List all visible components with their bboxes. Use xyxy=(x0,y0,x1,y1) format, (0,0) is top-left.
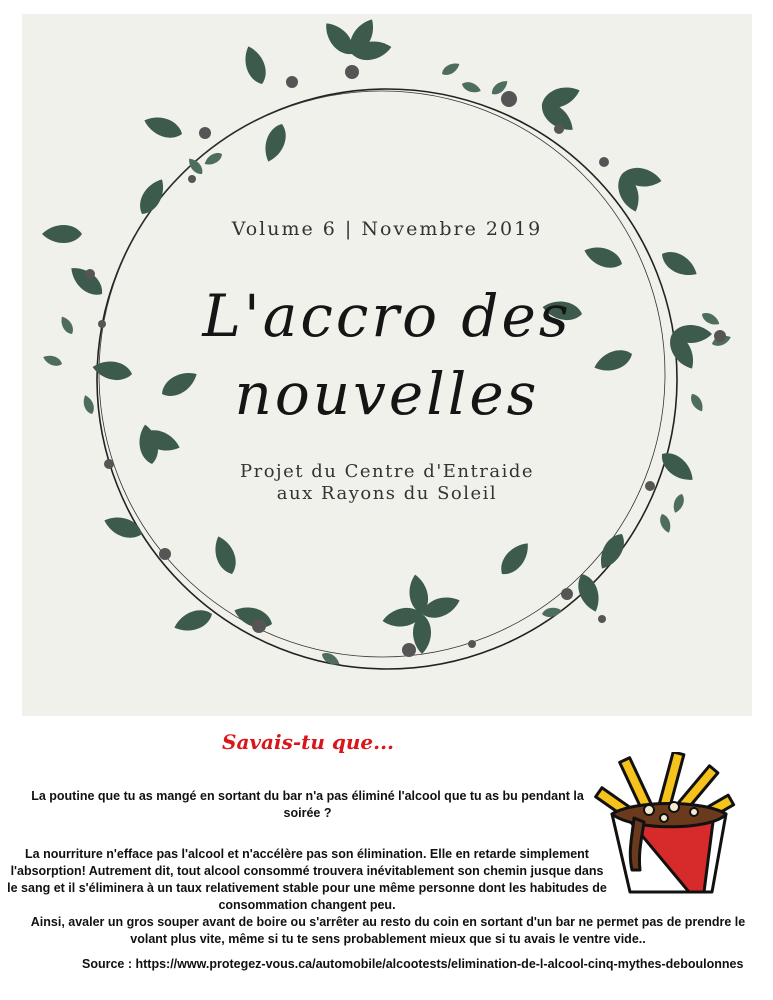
article-question: La poutine que tu as mangé en sortant du bar n'a pas éliminé l'alcool que tu as bu pendant la soirée ? xyxy=(31,789,584,820)
source-citation: Source : https://www.protegez-vous.ca/automobile/alcootests/elimination-de-l-alcool-cinq-mythes-deboulonnes xyxy=(82,957,744,971)
article-body-part2: Ainsi, avaler un gros souper avant de boire ou s'arrêter au resto du coin en sortant d'un bar ne permet pas de prendre le volant plus vite, même si tu te sens probablement mieux que si tu avais le ventre vide.. xyxy=(30,915,746,946)
subtitle-line2: aux Rayons du Soleil xyxy=(276,483,498,504)
cover-panel xyxy=(22,14,752,716)
article-heading: Savais-tu que... xyxy=(222,730,395,754)
newsletter-title-line2: nouvelles xyxy=(234,360,540,428)
volume-issue-label: Volume 6 | Novembre 2019 xyxy=(231,218,543,240)
newsletter-subtitle xyxy=(22,461,752,505)
poutine-illustration xyxy=(594,752,744,900)
article-body-part1: La nourriture n'efface pas l'alcool et n'accélère pas son élimination. Elle en retarde simplement l'absorption! Autrement dit, tout alcool consommé trouvera inévitablement son chemin jusque dans le sang et il s'éliminera à un taux relativement stable pour une même personne dont les habitudes de consommation changent peu. xyxy=(7,847,607,912)
newsletter-title-line1: L'accro des xyxy=(202,282,572,350)
subtitle-line1: Projet du Centre d'Entraide xyxy=(239,461,534,482)
